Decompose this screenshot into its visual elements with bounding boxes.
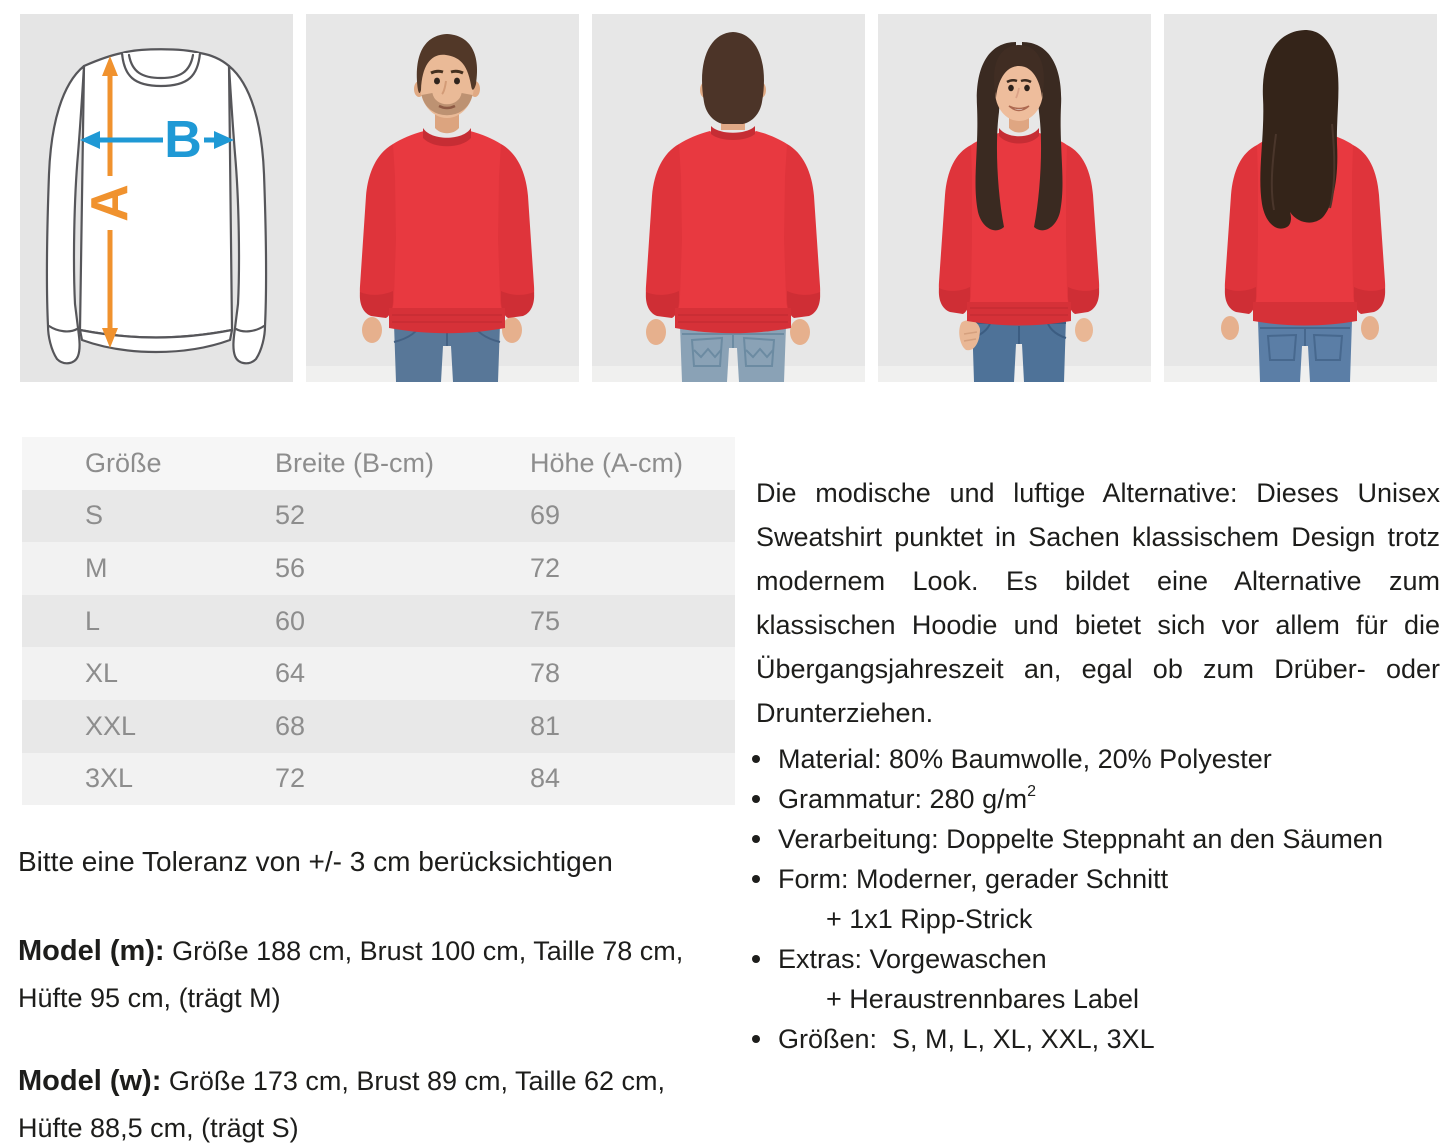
table-row xyxy=(22,595,735,648)
male-back-left-hand xyxy=(646,319,666,345)
list-item xyxy=(752,819,1444,859)
width-cell: 68 xyxy=(275,710,306,741)
width-cell: 56 xyxy=(275,552,306,583)
male-front-sweatshirt xyxy=(360,131,534,333)
table-row xyxy=(22,700,735,753)
list-item-continuation xyxy=(752,899,1444,939)
size-cell: XXL xyxy=(85,710,137,741)
model-w-info xyxy=(18,1058,724,1145)
bullet-dot-icon xyxy=(752,739,778,763)
model-m-label: Model (m): xyxy=(18,935,165,967)
list-item xyxy=(752,859,1444,899)
bullet-dot-icon xyxy=(752,779,778,803)
bullet-dot-icon xyxy=(752,859,778,883)
table-row xyxy=(22,753,735,806)
photo-female-front xyxy=(878,14,1151,382)
size-table-header-row xyxy=(22,437,735,490)
size-table xyxy=(22,437,735,805)
model-m-info xyxy=(18,928,724,1022)
size-cell: L xyxy=(85,605,101,636)
size-diagram-illustration xyxy=(20,14,293,382)
height-cell: 72 xyxy=(530,552,561,583)
male-back-right-hand xyxy=(790,319,810,345)
male-back-photo-illustration xyxy=(592,14,865,382)
tolerance-note: Bitte eine Toleranz von +/- 3 cm berücksichtigen xyxy=(18,846,613,877)
list-item xyxy=(752,1019,1444,1059)
superscript-2: 2 xyxy=(1027,783,1036,800)
feature-text: Größen: S, M, L, XL, XXL, 3XL xyxy=(778,1024,1155,1054)
feature-list xyxy=(752,739,1444,1059)
height-cell: 78 xyxy=(530,658,561,689)
column-header-width: Breite (B-cm) xyxy=(275,447,435,478)
feature-text: Extras: Vorgewaschen xyxy=(778,944,1047,974)
height-cell: 69 xyxy=(530,500,561,531)
width-cell: 64 xyxy=(275,658,306,689)
size-diagram-panel xyxy=(20,14,293,382)
male-back-head xyxy=(700,32,766,130)
label-a: A xyxy=(81,184,139,222)
feature-text: Form: Moderner, gerader Schnitt xyxy=(778,864,1169,894)
model-w-text: Größe 173 cm, Brust 89 cm, Taille 62 cm, Hüfte 88,5 cm, (trägt S) xyxy=(18,1066,666,1143)
height-cell: 84 xyxy=(530,763,561,794)
feature-text: + 1x1 Ripp-Strick xyxy=(826,904,1033,934)
feature-text: + Heraustrennbares Label xyxy=(826,984,1139,1014)
label-b: B xyxy=(164,111,202,169)
female-front-left-hand xyxy=(1075,318,1093,342)
column-header-height: Höhe (A-cm) xyxy=(530,447,684,478)
size-cell: M xyxy=(85,552,108,583)
bullet-dot-icon xyxy=(752,939,778,963)
width-cell: 72 xyxy=(275,763,306,794)
model-w-label: Model (w): xyxy=(18,1065,162,1097)
model-m-text: Größe 188 cm, Brust 100 cm, Taille 78 cm, Hüfte 95 cm, (trägt M) xyxy=(18,936,684,1013)
table-row xyxy=(22,490,735,543)
male-front-head xyxy=(414,34,480,146)
table-row xyxy=(22,542,735,595)
feature-text: Material: 80% Baumwolle, 20% Polyester xyxy=(778,744,1272,774)
male-front-left-hand xyxy=(362,317,382,343)
female-back-head xyxy=(1260,30,1338,229)
height-cell: 75 xyxy=(530,605,561,636)
photo-female-back xyxy=(1164,14,1437,382)
female-front-photo-illustration xyxy=(878,14,1151,382)
list-item xyxy=(752,739,1444,779)
feature-text: Grammatur: 280 $g/m^2$ xyxy=(778,783,1036,814)
photo-male-back xyxy=(592,14,865,382)
height-cell: 81 xyxy=(530,710,561,741)
bullet-dot-icon xyxy=(752,1019,778,1043)
product-description: Die modische und luftige Alternative: Dieses Unisex Sweatshirt punktet in Sachen klassischem Design trotz modernem Look. Es bildet eine Alternative zum klassischen Hoodie und bietet sich vor allem für die Übergangsjahreszeit an, egal ob zum Drüber- oder Drunterziehen. xyxy=(756,478,1440,728)
female-back-left-hand xyxy=(1221,316,1239,340)
female-front-sweatshirt xyxy=(939,133,1099,326)
size-cell: XL xyxy=(85,658,119,689)
list-item xyxy=(752,939,1444,979)
width-cell: 60 xyxy=(275,605,306,636)
feature-text: Verarbeitung: Doppelte Steppnaht an den Säumen xyxy=(778,824,1383,854)
column-header-size: Größe xyxy=(85,447,162,478)
bullet-dot-icon xyxy=(752,819,778,843)
list-item-continuation xyxy=(752,979,1444,1019)
size-cell: S xyxy=(85,500,104,531)
photo-strip xyxy=(20,14,1437,382)
table-row xyxy=(22,647,735,700)
photo-male-front xyxy=(306,14,579,382)
male-back-sweatshirt xyxy=(646,126,820,333)
male-front-photo-illustration xyxy=(306,14,579,382)
female-back-photo-illustration xyxy=(1164,14,1437,382)
width-cell: 52 xyxy=(275,500,306,531)
list-item xyxy=(752,779,1444,819)
female-back-right-hand xyxy=(1361,316,1379,340)
size-cell: 3XL xyxy=(85,763,134,794)
